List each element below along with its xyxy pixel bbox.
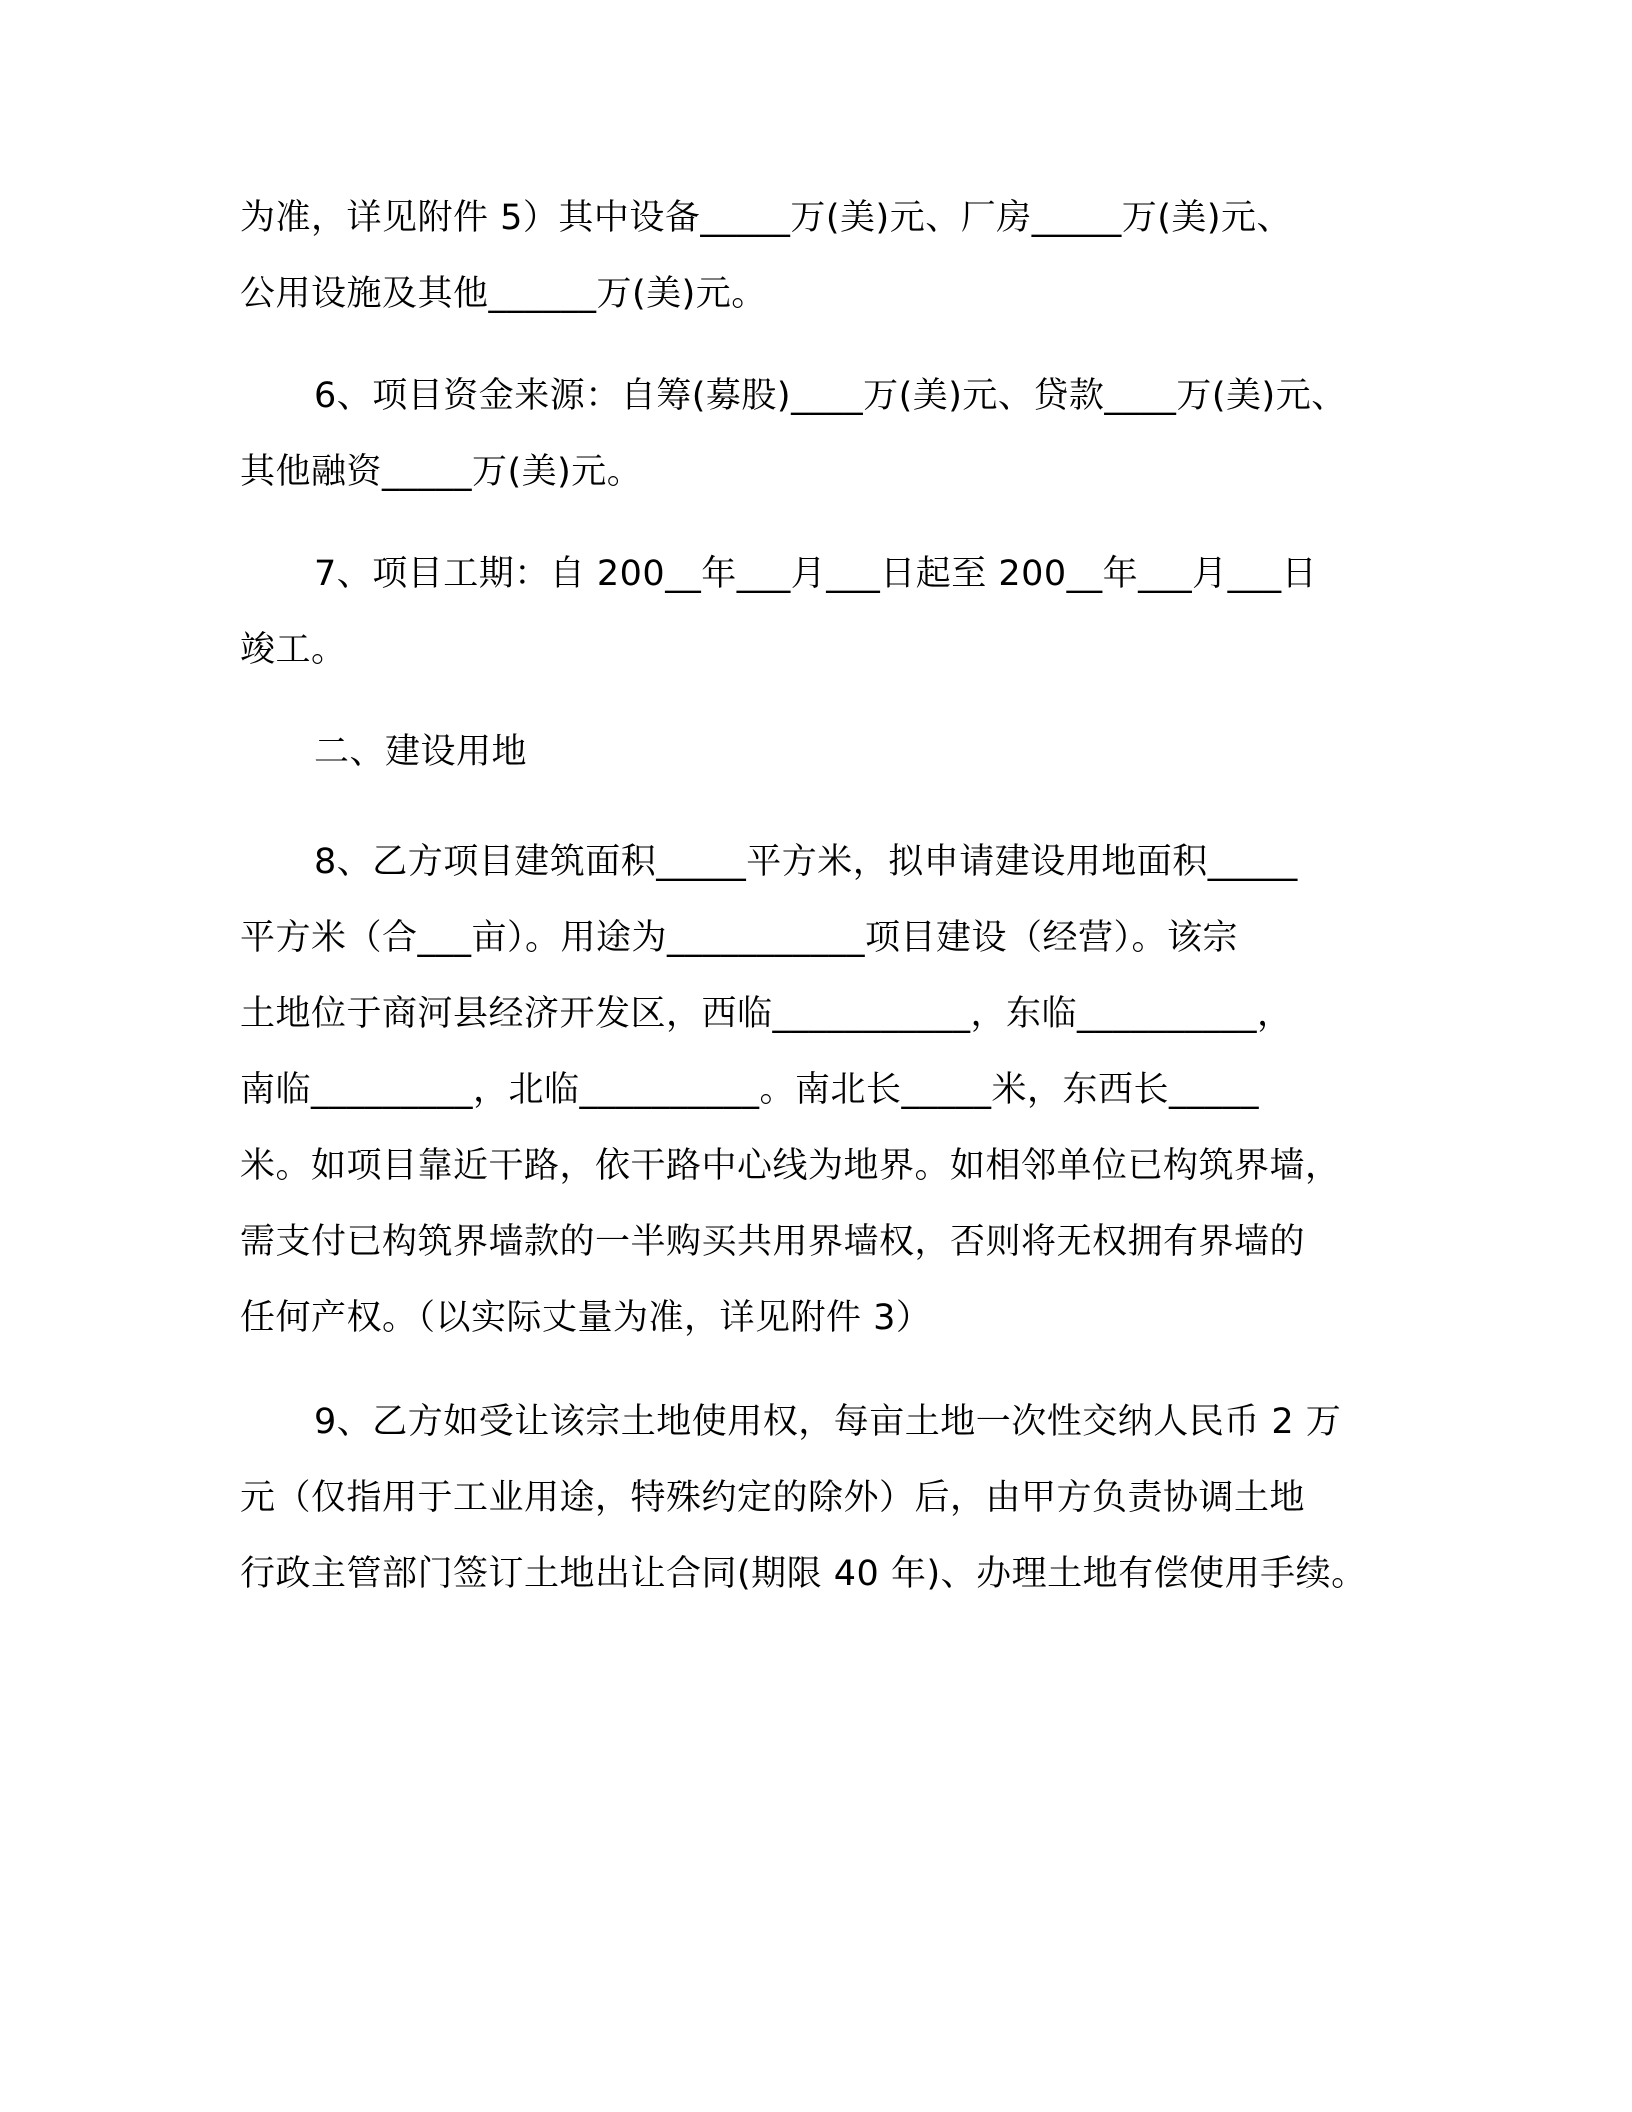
text-line: 行政主管部门签订土地出让合同(期限 40 年)、办理土地有偿使用手续。 — [240, 1554, 1367, 1594]
text-line: 平方米（合___亩）。用途为___________项目建设（经营）。该宗 — [240, 918, 1239, 958]
text-line: 需支付已构筑界墙款的一半购买共用界墙权，否则将无权拥有界墙的 — [240, 1222, 1306, 1262]
text-line: 9、乙方如受让该宗土地使用权，每亩土地一次性交纳人民币 2 万 — [314, 1402, 1342, 1442]
text-line: 7、项目工期：自 200__年___月___日起至 200__年___月___日 — [314, 554, 1318, 594]
section-heading-construction-land — [240, 714, 1420, 790]
text-line: 6、项目资金来源：自筹(募股)____万(美)元、贷款____万(美)元、 — [314, 376, 1347, 416]
text-line: 8、乙方项目建筑面积_____平方米，拟申请建设用地面积_____ — [314, 842, 1298, 882]
paragraph-6 — [240, 358, 1420, 510]
text-line: 任何产权。（以实际丈量为准，详见附件 3） — [240, 1298, 932, 1338]
text-line: 其他融资_____万(美)元。 — [240, 452, 643, 492]
text-line: 米。如项目靠近干路，依干路中心线为地界。如相邻单位已构筑界墙， — [240, 1146, 1341, 1186]
text-line: 为准，详见附件 5）其中设备_____万(美)元、厂房_____万(美)元、 — [240, 198, 1293, 238]
paragraph-7 — [240, 536, 1420, 688]
paragraph-9 — [240, 1384, 1420, 1612]
paragraph-5-continued — [240, 180, 1420, 332]
paragraph-8 — [240, 824, 1420, 1356]
text-line: 南临_________，北临__________。南北长_____米，东西长_____ — [240, 1070, 1260, 1110]
section-title: 二、建设用地 — [314, 732, 528, 772]
text-line: 竣工。 — [240, 630, 347, 670]
text-line: 土地位于商河县经济开发区，西临___________，东临__________， — [240, 994, 1293, 1034]
text-line: 元（仅指用于工业用途，特殊约定的除外）后，由甲方负责协调土地 — [240, 1478, 1306, 1518]
text-line: 公用设施及其他______万(美)元。 — [240, 274, 767, 314]
